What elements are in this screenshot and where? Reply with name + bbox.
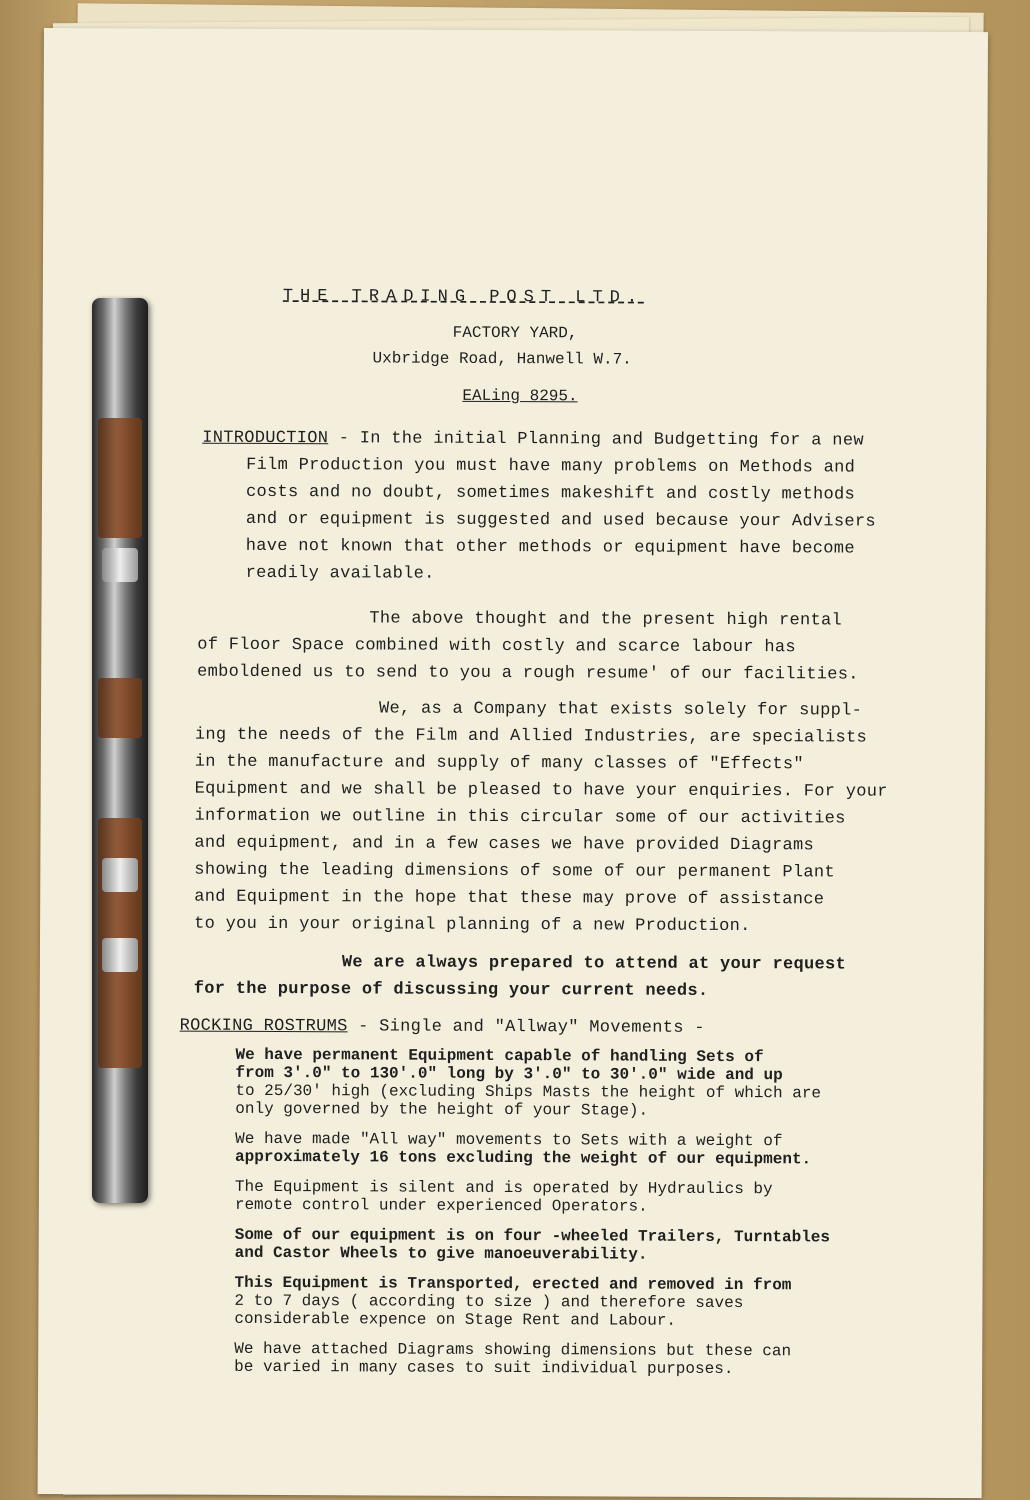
- intro-line: and or equipment is suggested and used because your Advisers: [245, 509, 877, 532]
- paragraph-line: showing the leading dimensions of some of our permanent Plant: [194, 860, 835, 883]
- binder-clip: [102, 938, 138, 972]
- phone-number: EALing 8295.: [462, 386, 578, 406]
- binder-clip: [102, 548, 138, 582]
- rostrum-line: The Equipment is silent and is operated by Hydraulics by: [234, 1177, 773, 1199]
- intro-dash: -: [328, 429, 360, 449]
- rostrum-line: be varied in many cases to suit individual purposes.: [234, 1357, 734, 1379]
- rostrum-line: remote control under experienced Operators.: [234, 1195, 648, 1216]
- rostrum-line: We have made "All way" movements to Sets with a weight of: [235, 1129, 783, 1151]
- paragraph-line: to you in your original planning of a new Production.: [194, 914, 751, 937]
- rocking-rostrums-subheading: - Single and "Allway" Movements -: [347, 1017, 705, 1038]
- intro-line: have not known that other methods or equipment have become: [245, 536, 855, 559]
- rust-patch: [98, 418, 142, 538]
- rostrum-line: from 3'.0" to 130'.0" long by 3'.0" to 30'.0" wide and up: [235, 1063, 783, 1085]
- paragraph-line: Equipment and we shall be pleased to have your enquiries. For your: [194, 779, 888, 802]
- paragraph-line: and Equipment in the hope that these may prove of assistance: [194, 887, 825, 910]
- paragraph-line: ing the needs of the Film and Allied Industries, are specialists: [194, 725, 868, 748]
- intro-line: Film Production you must have many problems on Methods and: [246, 455, 856, 478]
- rocking-rostrums-heading-line: [180, 1017, 705, 1038]
- intro-line: costs and no doubt, sometimes makeshift and costly methods: [245, 482, 856, 505]
- rostrum-line: Some of our equipment is on four -wheeled Trailers, Turntables: [234, 1225, 831, 1247]
- rostrum-line: We have permanent Equipment capable of handling Sets of: [235, 1045, 764, 1067]
- rust-patch: [98, 678, 142, 738]
- intro-heading: INTRODUCTION: [202, 428, 329, 449]
- typed-letter-page: [38, 28, 988, 1498]
- company-name: THE TRADING POST LTD.: [282, 287, 645, 308]
- paragraph-line: The above thought and the present high rental: [369, 609, 843, 631]
- address-line-1: FACTORY YARD,: [452, 323, 578, 343]
- rostrum-line: approximately 16 tons excluding the weight of our equipment.: [235, 1147, 812, 1169]
- intro-line: readily available.: [245, 563, 435, 584]
- rostrum-line: 2 to 7 days ( according to size ) and therefore saves: [234, 1291, 744, 1313]
- paragraph-line: for the purpose of discussing your current needs.: [193, 979, 709, 1001]
- paragraph-line: We are always prepared to attend at your request: [341, 953, 847, 975]
- intro-line-text: In the initial Planning and Budgetting for a new: [359, 429, 864, 451]
- paragraph-line: information we outline in this circular some of our activities: [194, 806, 846, 829]
- metal-binder-strip: [92, 298, 148, 1203]
- rostrum-line: We have attached Diagrams showing dimensions but these can: [234, 1339, 792, 1361]
- intro-line: [202, 429, 864, 451]
- paragraph-line: and equipment, and in a few cases we have provided Diagrams: [194, 833, 815, 856]
- rostrum-line: This Equipment is Transported, erected and removed in from: [234, 1273, 792, 1295]
- rocking-rostrums-heading: ROCKING ROSTRUMS: [179, 1016, 348, 1037]
- paragraph-line: emboldened us to send to you a rough resume' of our facilities.: [197, 662, 859, 685]
- paragraph-line: We, as a Company that exists solely for suppl-: [378, 699, 863, 721]
- paragraph-line: in the manufacture and supply of many classes of "Effects": [194, 752, 804, 775]
- rostrum-line: only governed by the height of your Stage).: [235, 1099, 649, 1120]
- rostrum-line: considerable expence on Stage Rent and Labour.: [234, 1309, 677, 1330]
- rostrum-line: and Castor Wheels to give manoeuverability.: [234, 1243, 648, 1264]
- paragraph-line: of Floor Space combined with costly and scarce labour has: [197, 635, 796, 658]
- rostrum-line: to 25/30' high (excluding Ships Masts the height of which are: [235, 1081, 822, 1103]
- binder-clip: [102, 858, 138, 892]
- address-line-2: Uxbridge Road, Hanwell W.7.: [372, 349, 632, 369]
